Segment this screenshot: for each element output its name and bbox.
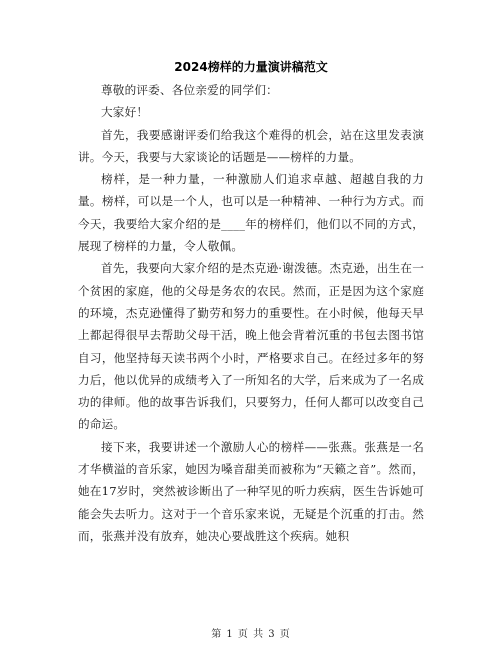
page-footer: 第 1 页 共 3 页 [211, 629, 291, 640]
greeting-paragraph: 大家好！ [101, 105, 149, 120]
salutation-paragraph: 尊敬的评委、各位亲爱的同学们： [101, 83, 278, 97]
second-example-paragraph: 接下来，我要讲述一个激励人心的榜样——张燕。张燕是一名才华横溢的音乐家，她因为嗓音甜美而被称为“天籁之音”。然而，她在17岁时，突然被诊断出了一种罕见的听力疾病，医生告诉她可能会失去听力。这对于一个音乐家来说，无疑是个沉重的打击。然而，张燕并没有放弃，她决心要战胜这个疾病。她积 [78, 439, 424, 543]
first-example-paragraph: 首先，我要向大家介绍的是杰克逊·谢泼德。杰克逊，出生在一个贫困的家庭，他的父母是务农的农民。然而，正是因为这个家庭的环境，杰克逊懂得了勤劳和努力的重要性。在小时候，他每天早上都起得很早去帮助父母干活，晚上他会背着沉重的书包去图书馆自习，他坚持每天读书两个小时，严格要求自己。在经过多年的努力后，他以优异的成绩考入了一所知名的大学，后来成为了一名成功的律师。他的故事告诉我们，只要努力，任何人都可以改变自己的命运。 [78, 261, 424, 432]
intro-paragraph: 首先，我要感谢评委们给我这个难得的机会，站在这里发表演讲。今天，我要与大家谈论的话题是——榜样的力量。 [78, 127, 424, 164]
document-body [78, 79, 424, 547]
role-model-definition-paragraph: 榜样，是一种力量，一种激励人们追求卓越、超越自我的力量。榜样，可以是一个人，也可以是一种精神、一种行为方式。而今天，我要给大家介绍的是____年的榜样们，他们以不同的方式，展现了榜样的力量，令人敬佩。 [78, 172, 424, 254]
document-title: 2024榜样的力量演讲稿范文 [174, 60, 328, 74]
